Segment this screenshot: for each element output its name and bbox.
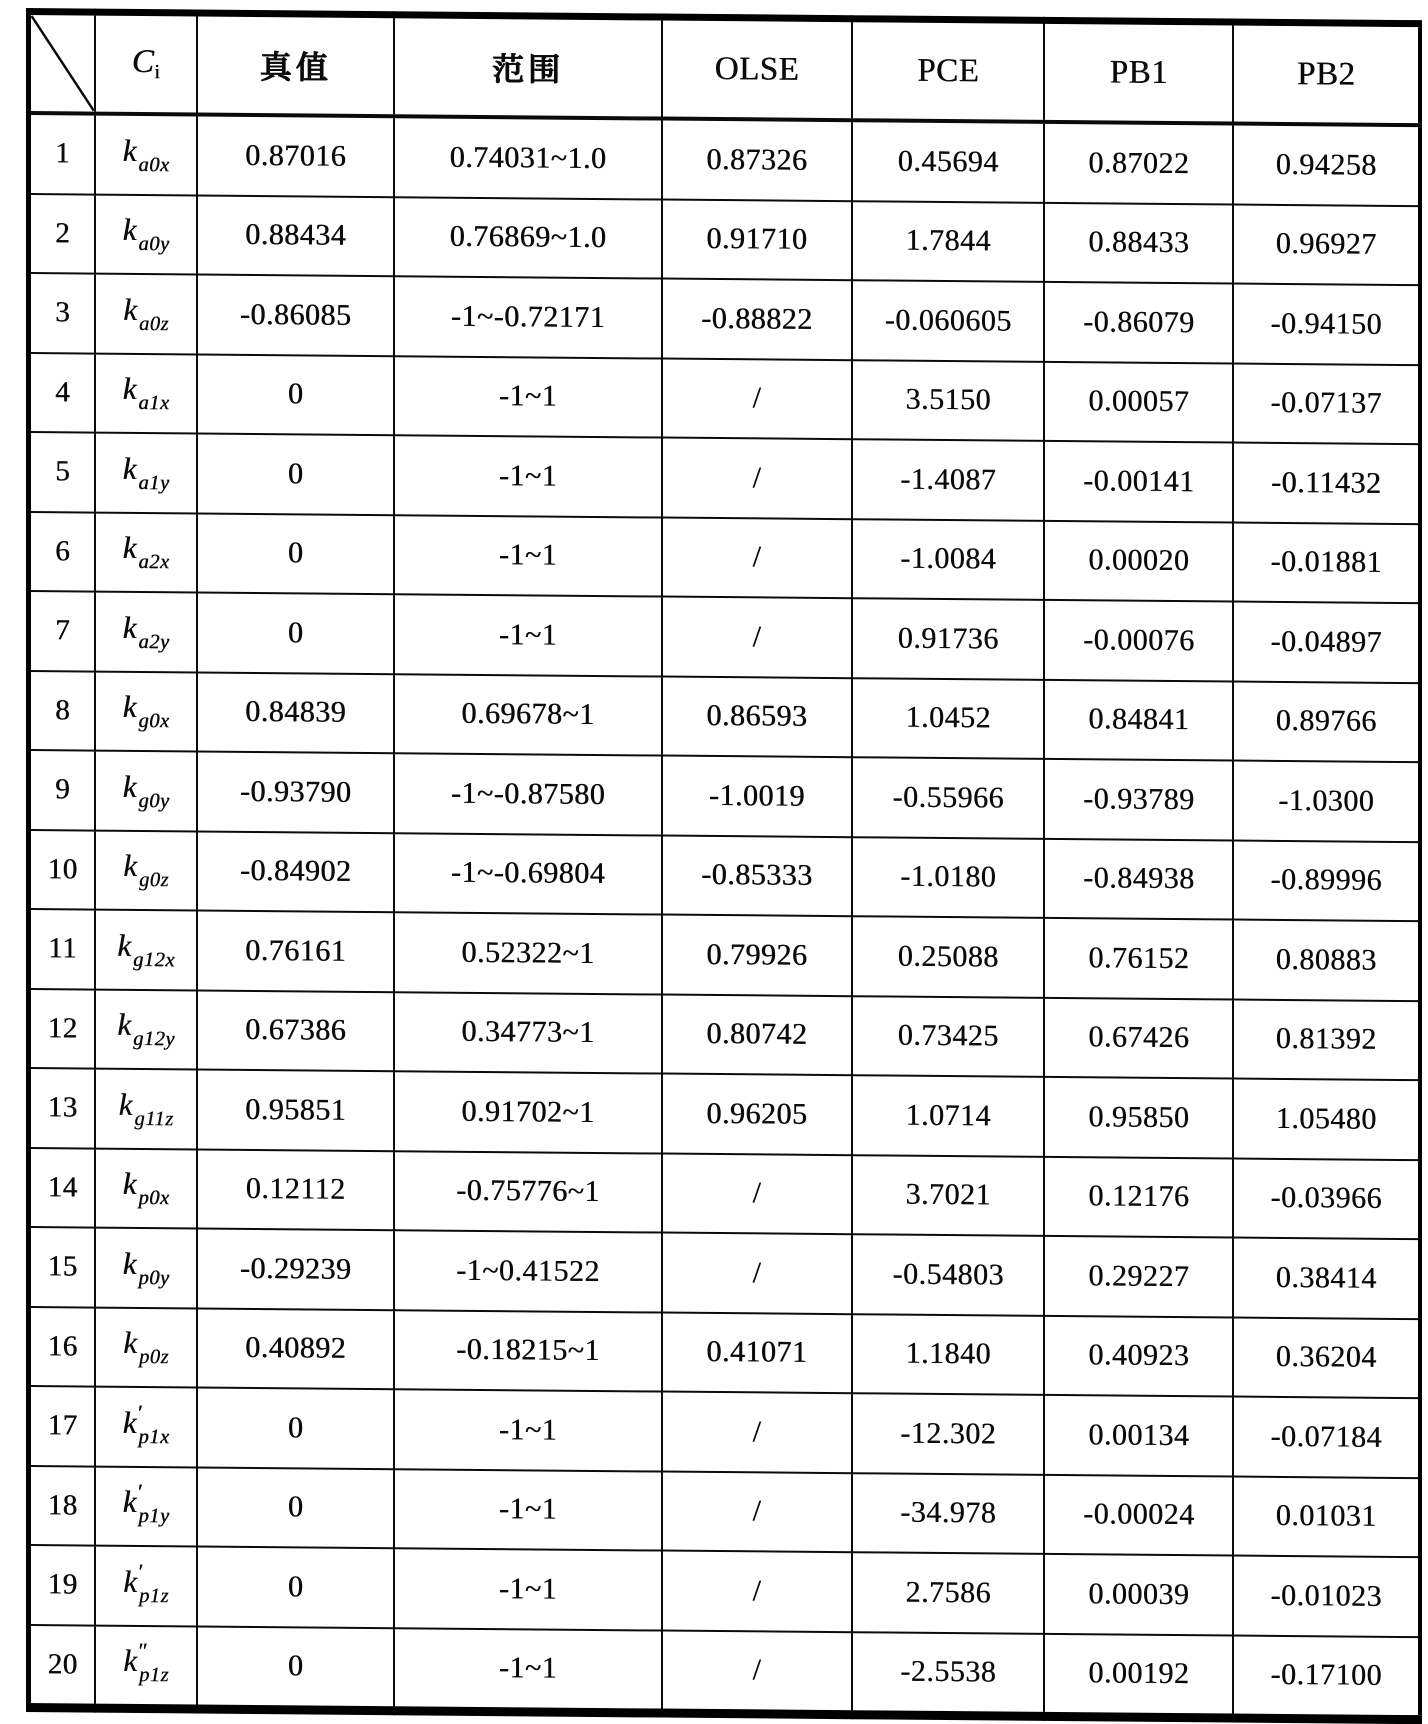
range-cell: -0.18215~1 (394, 1310, 661, 1392)
pb2-cell: -0.04897 (1233, 602, 1420, 683)
pb1-cell: 0.88433 (1044, 202, 1233, 283)
table-row (29, 1227, 1421, 1319)
pb1-cell: -0.86079 (1044, 282, 1233, 363)
olse-cell: / (662, 1471, 853, 1552)
olse-cell: -1.0019 (662, 756, 853, 837)
table-row (29, 671, 1421, 763)
parameter-name (95, 114, 197, 195)
parameter-base: k (122, 1484, 137, 1520)
col-header-pce: PCE (852, 19, 1044, 122)
parameter-subscript: p0y (138, 1266, 170, 1290)
col-header-ci (95, 12, 197, 114)
true-value-cell: 0 (197, 1546, 395, 1627)
parameter-subscript: g0x (138, 710, 170, 733)
pce-cell: -2.5538 (852, 1632, 1044, 1717)
col-header-pb1: PB1 (1044, 20, 1233, 123)
pce-cell: 0.91736 (852, 598, 1044, 679)
range-cell: 0.76869~1.0 (394, 197, 661, 279)
olse-cell: / (662, 517, 853, 598)
parameter-subscript: a0y (138, 233, 170, 256)
pb2-cell: -1.0300 (1233, 761, 1420, 842)
parameter-subscript: a2x (138, 551, 170, 574)
pb2-cell: -0.03966 (1233, 1158, 1420, 1239)
pb2-cell: -0.01881 (1233, 522, 1420, 603)
pb1-cell: 0.00057 (1044, 361, 1233, 442)
true-value-cell: 0 (197, 1467, 395, 1548)
pb1-cell: -0.00024 (1044, 1474, 1233, 1555)
row-number: 16 (29, 1307, 96, 1387)
parameter-name: $k'_{p1z}$ (95, 1546, 197, 1626)
olse-cell: / (662, 1153, 853, 1234)
olse-cell: / (662, 358, 853, 439)
corner-diagonal-cell (29, 12, 96, 114)
parameter-subscript: g0y (138, 789, 170, 813)
parameter-base: k (123, 1325, 138, 1361)
parameter-base: k (123, 291, 138, 327)
pce-cell: -34.978 (852, 1473, 1044, 1554)
parameter-subscript: a1y (138, 471, 170, 495)
parameter-name (95, 830, 197, 910)
parameter-subscript: a0z (138, 312, 169, 335)
ci-subscript: i (154, 61, 161, 84)
parameter-subscript: p1z (138, 1664, 169, 1687)
olse-cell: 0.86593 (662, 676, 853, 757)
pb1-cell: 0.95850 (1044, 1077, 1233, 1158)
pb2-cell: 0.94258 (1233, 124, 1420, 206)
parameter-name (95, 1148, 197, 1228)
parameter-base: k (118, 1086, 133, 1122)
parameter-name (95, 989, 197, 1069)
parameter-name: $k'_{p1x}$ (95, 1387, 197, 1467)
pce-cell: 1.7844 (852, 201, 1044, 282)
pb1-cell: 0.00039 (1044, 1554, 1233, 1635)
pce-cell: 1.0452 (852, 678, 1044, 759)
parameter-base: k (122, 450, 137, 486)
row-number: 9 (29, 750, 96, 830)
parameter-base: k (122, 132, 137, 168)
parameter-name (95, 592, 197, 672)
row-number: 2 (29, 194, 96, 274)
pce-cell: 3.7021 (852, 1155, 1044, 1236)
true-value-cell: -0.93790 (197, 751, 395, 832)
olse-cell: 0.79926 (662, 915, 853, 996)
parameter-base: k (122, 1245, 137, 1281)
parameter-subscript: a2y (138, 630, 170, 654)
range-cell: -1~1 (394, 435, 661, 517)
parameter-name: $k''_{p1z}$ (95, 1625, 197, 1709)
pb1-cell: 0.00020 (1044, 520, 1233, 601)
table-row (29, 989, 1421, 1081)
true-value-cell: 0 (197, 1387, 395, 1468)
pb2-cell: 0.96927 (1233, 204, 1420, 285)
pce-cell: 1.0714 (852, 1075, 1044, 1156)
col-header-true-value: 真值 (197, 13, 395, 116)
parameter-base: k (123, 848, 138, 884)
parameter-base: k (122, 609, 137, 645)
table-row (29, 591, 1421, 683)
pce-cell: 0.25088 (852, 916, 1044, 997)
pb2-cell: 1.05480 (1233, 1079, 1420, 1160)
pb1-cell: -0.00076 (1044, 600, 1233, 681)
table-row (29, 909, 1421, 1001)
row-number: 17 (29, 1386, 96, 1466)
parameter-subscript: a0x (138, 153, 170, 177)
range-cell: 0.34773~1 (394, 992, 661, 1074)
range-cell: -1~1 (394, 515, 661, 597)
true-value-cell: -0.86085 (197, 274, 395, 355)
olse-cell: / (662, 1551, 853, 1632)
range-cell: -1~1 (394, 356, 661, 438)
parameter-subscript: g11z (134, 1107, 174, 1131)
pb2-cell: -0.07137 (1233, 363, 1420, 444)
pb1-cell: 0.29227 (1044, 1236, 1233, 1317)
olse-cell: / (662, 1233, 853, 1314)
range-cell: 0.91702~1 (394, 1071, 661, 1153)
pb1-cell: 0.12176 (1044, 1156, 1233, 1237)
pb1-cell: 0.00134 (1044, 1395, 1233, 1476)
range-cell: -1~-0.87580 (394, 753, 661, 835)
pb2-cell: 0.81392 (1233, 999, 1420, 1080)
parameter-subscript: a1x (138, 392, 170, 415)
pb2-cell: 0.80883 (1233, 920, 1420, 1001)
table-row (29, 432, 1421, 524)
pb2-cell: 0.38414 (1233, 1238, 1420, 1319)
pce-cell: -1.0084 (852, 519, 1044, 600)
pb1-cell: 0.40923 (1044, 1315, 1233, 1396)
range-cell: -1~1 (394, 1389, 661, 1471)
row-number: 12 (29, 989, 96, 1069)
table-row (29, 830, 1421, 922)
parameter-subscript: g12y (133, 1028, 175, 1051)
parameter-name (95, 1228, 197, 1308)
range-cell: 0.69678~1 (394, 674, 661, 756)
pb1-cell: 0.00192 (1044, 1633, 1233, 1718)
table-row (29, 273, 1421, 365)
range-cell: -0.75776~1 (394, 1151, 661, 1233)
pce-cell: -0.55966 (852, 757, 1044, 838)
parameter-subscript: g0z (138, 869, 169, 892)
parameter-name (95, 512, 197, 592)
pb1-cell: 0.67426 (1044, 997, 1233, 1078)
pb1-cell: -0.00141 (1044, 441, 1233, 522)
pce-cell: 3.5150 (852, 360, 1044, 441)
parameter-name (95, 1307, 197, 1387)
parameter-base: k (122, 530, 137, 566)
parameter-name (95, 1069, 197, 1149)
parameter-subscript: p1x (138, 1425, 170, 1449)
pb2-cell: -0.11432 (1233, 443, 1420, 524)
olse-cell: -0.85333 (662, 835, 853, 916)
pce-cell: -12.302 (852, 1393, 1044, 1474)
row-number: 20 (29, 1625, 96, 1709)
pb2-cell: -0.07184 (1233, 1397, 1420, 1478)
pb2-cell: 0.89766 (1233, 681, 1420, 762)
true-value-cell: 0 (197, 354, 395, 435)
row-number: 11 (29, 909, 96, 989)
pb1-cell: -0.93789 (1044, 759, 1233, 840)
range-cell: -1~-0.72171 (394, 276, 661, 358)
table-row (29, 353, 1421, 445)
row-number: 6 (29, 512, 96, 592)
range-cell: 0.74031~1.0 (394, 116, 661, 199)
pb2-cell: 0.01031 (1233, 1476, 1420, 1557)
parameter-base: k (123, 1643, 138, 1679)
table-row (29, 1068, 1421, 1160)
range-cell: -1~1 (394, 594, 661, 676)
parameter-name (95, 194, 197, 274)
range-cell: -1~1 (394, 1469, 661, 1551)
row-number: 1 (29, 113, 96, 194)
pb1-cell: 0.76152 (1044, 918, 1233, 999)
ci-base: C (131, 43, 155, 81)
pb2-cell: -0.17100 (1233, 1635, 1420, 1720)
table-row (29, 750, 1421, 842)
true-value-cell: 0.95851 (197, 1069, 395, 1150)
olse-cell: 0.41071 (662, 1312, 853, 1393)
true-value-cell: 0 (197, 513, 395, 594)
olse-cell: / (662, 1392, 853, 1473)
olse-cell: 0.91710 (662, 199, 853, 280)
pb1-cell: 0.84841 (1044, 679, 1233, 760)
parameter-name (95, 274, 197, 354)
table-row (29, 1545, 1421, 1637)
pb2-cell: -0.94150 (1233, 284, 1420, 365)
pce-cell: 0.73425 (852, 996, 1044, 1077)
pce-cell: -0.54803 (852, 1234, 1044, 1315)
parameter-base: k (117, 1007, 132, 1043)
true-value-cell: 0.76161 (197, 910, 395, 991)
parameter-subscript: p1z (138, 1584, 169, 1607)
range-cell: 0.52322~1 (394, 912, 661, 994)
pce-cell: 2.7586 (852, 1552, 1044, 1633)
parameter-base: k (122, 1404, 137, 1440)
table-row (29, 1466, 1421, 1558)
true-value-cell: 0 (197, 433, 395, 514)
parameter-base: k (122, 768, 137, 804)
parameter-name (95, 433, 197, 513)
table-row (29, 1307, 1421, 1399)
true-value-cell: 0 (197, 592, 395, 673)
olse-cell: 0.87326 (662, 119, 853, 201)
parameter-subscript: p0x (138, 1187, 170, 1210)
pb2-cell: 0.36204 (1233, 1317, 1420, 1398)
row-number: 10 (29, 830, 96, 910)
olse-cell: 0.96205 (662, 1074, 853, 1155)
true-value-cell: 0.12112 (197, 1149, 395, 1230)
true-value-cell: 0 (197, 1626, 395, 1711)
parameter-estimation-table (26, 8, 1422, 1724)
col-header-pb2: PB2 (1233, 22, 1420, 125)
pce-cell: -0.060605 (852, 280, 1044, 361)
olse-cell: 0.80742 (662, 994, 853, 1075)
range-cell: -1~1 (394, 1548, 661, 1630)
range-cell: -1~0.41522 (394, 1230, 661, 1312)
row-number: 14 (29, 1148, 96, 1228)
true-value-cell: -0.84902 (197, 831, 395, 912)
row-number: 8 (29, 671, 96, 751)
row-number: 3 (29, 273, 96, 353)
range-cell: -1~1 (394, 1628, 661, 1713)
true-value-cell: -0.29239 (197, 1228, 395, 1309)
pce-cell: 1.1840 (852, 1314, 1044, 1395)
row-number: 5 (29, 432, 96, 512)
header-row (29, 12, 1421, 126)
scanned-table-region (26, 8, 1422, 1724)
pb2-cell: -0.89996 (1233, 840, 1420, 921)
pb1-cell: -0.84938 (1044, 838, 1233, 919)
row-number: 19 (29, 1545, 96, 1625)
parameter-subscript: p1y (138, 1505, 170, 1528)
pce-cell: 0.45694 (852, 120, 1044, 202)
true-value-cell: 0.87016 (197, 114, 395, 196)
table-row (29, 194, 1421, 286)
diagonal-line-icon (31, 15, 94, 112)
table-row (29, 113, 1421, 206)
table-row (29, 1625, 1421, 1720)
parameter-base: k (123, 1563, 138, 1599)
parameter-name (95, 671, 197, 751)
table-row (29, 1148, 1421, 1240)
parameter-subscript: g12x (133, 948, 175, 972)
parameter-base: k (122, 371, 137, 407)
olse-cell: -0.88822 (662, 279, 853, 360)
true-value-cell: 0.88434 (197, 195, 395, 276)
parameter-base: k (117, 927, 132, 963)
true-value-cell: 0.84839 (197, 672, 395, 753)
true-value-cell: 0.40892 (197, 1308, 395, 1389)
parameter-name (95, 353, 197, 433)
parameter-name (95, 910, 197, 990)
olse-cell: / (662, 438, 853, 519)
olse-cell: / (662, 1630, 853, 1715)
parameter-base: k (122, 1166, 137, 1202)
col-header-range: 范围 (394, 15, 661, 119)
olse-cell: / (662, 597, 853, 678)
col-header-olse: OLSE (662, 17, 853, 120)
parameter-subscript: p0z (138, 1346, 169, 1369)
pb1-cell: 0.87022 (1044, 122, 1233, 204)
range-cell: -1~-0.69804 (394, 833, 661, 915)
row-number: 13 (29, 1068, 96, 1148)
parameter-name: $k'_{p1y}$ (95, 1466, 197, 1546)
pce-cell: -1.0180 (852, 837, 1044, 918)
parameter-name (95, 751, 197, 831)
row-number: 15 (29, 1227, 96, 1307)
true-value-cell: 0.67386 (197, 990, 395, 1071)
pce-cell: -1.4087 (852, 439, 1044, 520)
pb2-cell: -0.01023 (1233, 1556, 1420, 1637)
parameter-base: k (122, 689, 137, 725)
row-number: 7 (29, 591, 96, 671)
table-row (29, 1386, 1421, 1478)
row-number: 4 (29, 353, 96, 433)
parameter-base: k (122, 212, 137, 248)
table-row (29, 512, 1421, 604)
row-number: 18 (29, 1466, 96, 1546)
